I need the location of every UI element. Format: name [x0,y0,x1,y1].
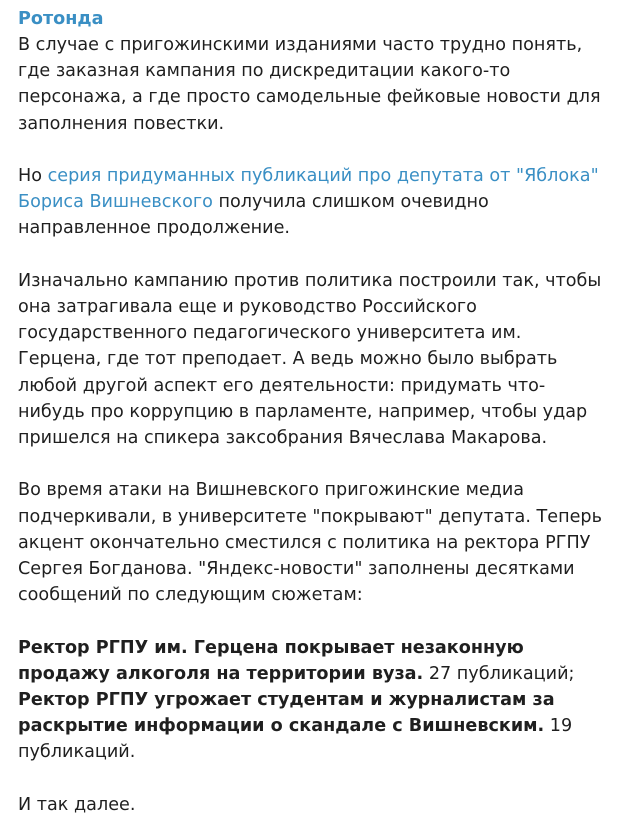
headline-1: Ректор РГПУ им. Герцена покрывает незаконную продажу алкоголя на территории вуза. [18,637,524,684]
paragraph-intro: В случае с пригожинскими изданиями часто трудно понять, где заказная кампания по дискредитации какого-то персонажа, а где просто самодельные фейковые новости для заполнения повестки. [18,35,601,134]
paragraph-link-prefix: Но [18,166,48,186]
paragraph-attack: Во время атаки на Вишневского пригожинские медиа подчеркивали, в университете "покрывают" депутата. Теперь акцент окончательно сместился с политика на ректора РГПУ Сергея Богданова. "Яндекс-новости" заполнены десятками сообщений по следующим сюжетам: [18,480,602,606]
headline-2: Ректор РГПУ угрожает студентам и журналистам за раскрытие информации о скандале с Вишневским. [18,690,555,737]
paragraph-campaign: Изначально кампанию против политика построили так, чтобы она затрагивала еще и руководство Российского государственного педагогического университета им. Герцена, где тот преподает. А ведь можно было выбрать любой другой аспект его деятельности: придумать что-нибудь про коррупцию в парламенте, например, чтобы удар пришелся на спикера заксобрания Вячеслава Макарова. [18,270,602,449]
headline-1-count: 27 публикаций; [423,663,575,684]
paragraph-headlines [18,635,602,766]
paragraph-link-suffix: получила слишком очевидно направленное продолжение. [18,192,489,239]
headline-2-count: 19 публикаций. [18,716,573,763]
channel-name[interactable]: Ротонда [18,9,104,29]
paragraph-link [18,163,602,242]
paragraph-closing: И так далее. [18,794,136,815]
vishnevsky-series-link[interactable]: серия придуманных публикаций про депутата от "Яблока" Бориса Вишневского [18,166,599,213]
